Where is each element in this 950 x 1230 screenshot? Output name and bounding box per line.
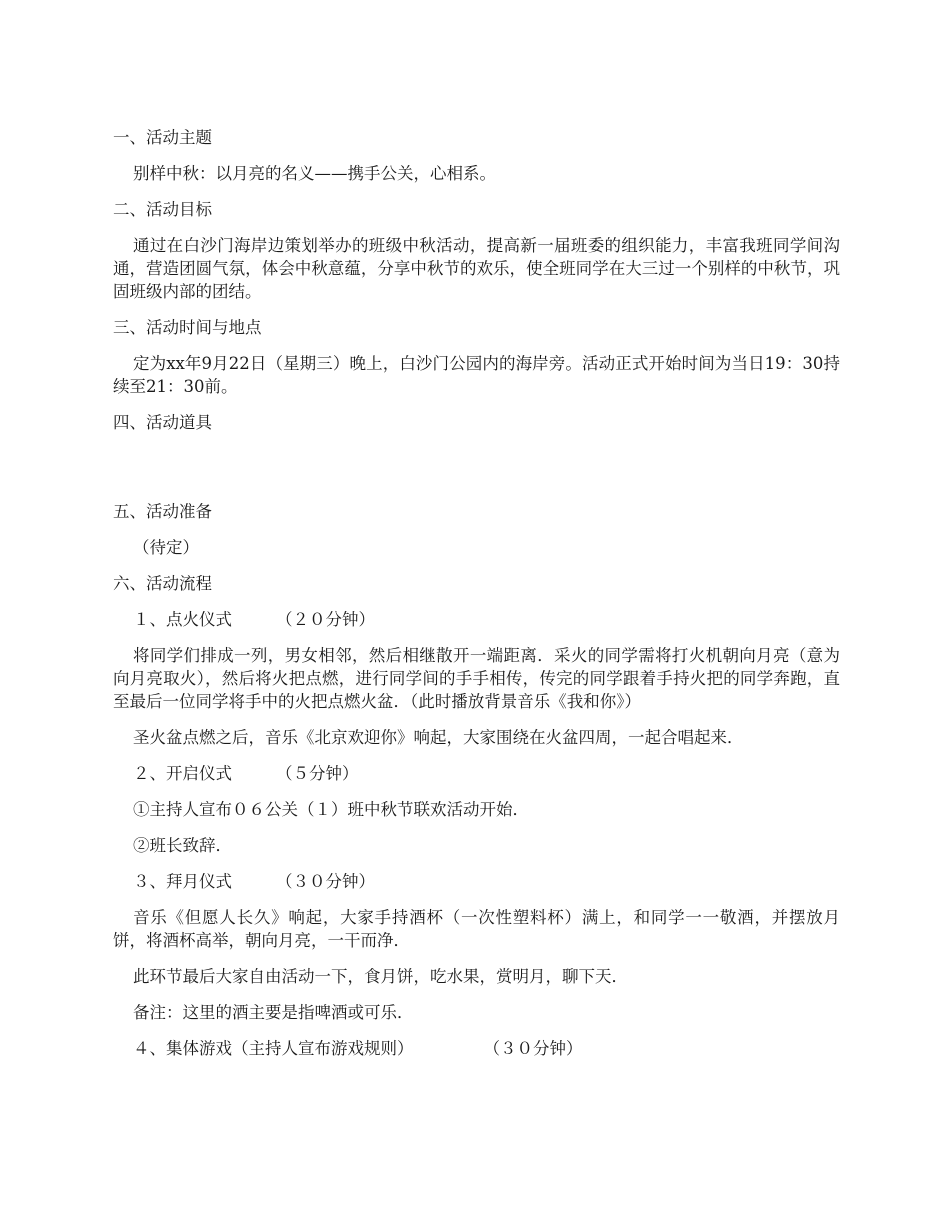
step-2-duration: （５分钟） [276, 764, 359, 783]
step-2-label: ２、开启仪式 [133, 764, 232, 783]
section-1-body: 别样中秋：以月亮的名义——携手公关，心相系。 [133, 164, 496, 183]
section-5-body: （待定） [133, 538, 199, 557]
section-2-heading: 二、活动目标 [113, 200, 212, 219]
step-4-duration: （３０分钟） [483, 1039, 583, 1058]
step-2-title [113, 762, 840, 785]
step-3-paragraph-1: 音乐《但愿人长久》响起，大家手持酒杯（一次性塑料杯）满上，和同学一一敬酒，并摆放月饼，将酒杯高举，朝向月亮，一干而净． [113, 908, 840, 950]
section-6-heading: 六、活动流程 [113, 574, 212, 593]
step-2-paragraph-1: ①主持人宣布０６公关（１）班中秋节联欢活动开始． [133, 800, 529, 819]
step-1-duration: （２０分钟） [276, 610, 375, 629]
step-3-paragraph-2: 此环节最后大家自由活动一下，食月饼，吃水果，赏明月，聊下天． [133, 967, 628, 986]
section-3-body: 定为xx年9月22日（星期三）晚上，白沙门公园内的海岸旁。活动正式开始时间为当日19：30持续至21：30前。 [113, 354, 840, 396]
section-4-heading: 四、活动道具 [113, 413, 212, 432]
section-1-heading: 一、活动主题 [113, 128, 212, 147]
section-3-heading: 三、活动时间与地点 [113, 318, 262, 337]
step-3-note: 备注：这里的酒主要是指啤酒或可乐． [133, 1003, 414, 1022]
section-2-body: 通过在白沙门海岸边策划举办的班级中秋活动，提高新一届班委的组织能力，丰富我班同学间沟通，营造团圆气氛，体会中秋意蕴，分享中秋节的欢乐，使全班同学在大三过一个别样的中秋节，巩固班级内部的团结。 [113, 236, 840, 301]
step-1-paragraph-1: 将同学们排成一列，男女相邻，然后相继散开一端距离．采火的同学需将打火机朝向月亮（意为向月亮取火），然后将火把点燃，进行同学间的手手相传，传完的同学跟着手持火把的同学奔跑，直至最后一位同学将手中的火把点燃火盆．（此时播放背景音乐《我和你》） [113, 646, 840, 711]
step-3-title [113, 870, 840, 893]
step-4-title [113, 1037, 840, 1060]
step-1-paragraph-2: 圣火盆点燃之后，音乐《北京欢迎你》响起，大家围绕在火盆四周，一起合唱起来． [133, 728, 744, 747]
step-1-label: １、点火仪式 [133, 610, 232, 629]
step-4-label: ４、集体游戏（主持人宣布游戏规则） [133, 1039, 414, 1058]
section-5-heading: 五、活动准备 [113, 502, 212, 521]
step-3-label: ３、拜月仪式 [133, 872, 232, 891]
step-2-paragraph-2: ②班长致辞． [133, 836, 232, 855]
step-1-title [113, 608, 840, 631]
step-3-duration: （３０分钟） [276, 872, 375, 891]
